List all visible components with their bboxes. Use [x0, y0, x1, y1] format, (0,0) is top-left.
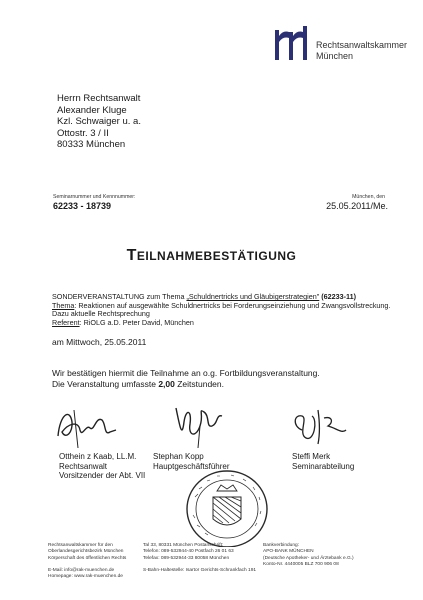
- event-line-3: Dazu aktuelle Rechtsprechung: [52, 309, 150, 318]
- confirmation-line-1: Wir bestätigen hiermit die Teilnahme an o.g. Fortbildungsveranstaltung.: [52, 368, 320, 378]
- signatory-role: Rechtsanwalt: [59, 461, 108, 471]
- thema-text: : Reaktionen auf ausgewählte Schuldnertricks bei Forderungseinziehung und Zwangsvollstreckung.: [74, 300, 391, 310]
- footer-line: S-Bahn-Haltestelle: Isartor Gerichts-Schrankfach 191: [143, 568, 257, 574]
- footer-line: Oberlandesgerichtsbezirk München: [48, 549, 124, 555]
- event-type: SONDERVERANSTALTUNG: [52, 292, 145, 301]
- footer-line: Telefax: 089-532944-33 80058 München: [143, 555, 230, 561]
- referent-text: : RiOLG a.D. Peter David, München: [79, 317, 194, 327]
- footer-chamber-info: [48, 543, 126, 581]
- footer-line: Körperschaft des öffentlichen Rechts: [48, 555, 127, 561]
- footer-line: Bankverbindung:: [263, 543, 300, 548]
- referent-label: Referent: [52, 317, 80, 327]
- confirmation-text: [52, 368, 320, 389]
- confirmation-line-2: [52, 379, 320, 390]
- signature-block-kaab: [59, 452, 145, 481]
- event-description: [52, 293, 412, 327]
- footer-email[interactable]: E-Mail: info@rak-muenchen.de: [48, 568, 115, 574]
- footer-contact-info: [143, 543, 256, 574]
- signatory-role: Hauptgeschäftsführer: [153, 461, 230, 471]
- signature-block-merk: [292, 452, 354, 471]
- chamber-logo-icon: [271, 22, 315, 66]
- event-date: am Mittwoch, 25.05.2011: [52, 337, 147, 347]
- signatory-role: Vorsitzender der Abt. VII: [59, 471, 146, 480]
- hours-value: 2,00: [158, 378, 175, 389]
- address-line: Alexander Kluge: [57, 104, 127, 116]
- recipient-address: [57, 93, 141, 151]
- footer-line: Telefon: 089-532944-40 Postfach 26 01 63: [143, 549, 234, 555]
- footer-bank-info: [263, 543, 354, 568]
- event-line-4: [52, 319, 412, 328]
- footer-line: Tal 33, 80331 München Postanschrift:: [143, 543, 224, 548]
- event-prefix: zum Thema: [144, 292, 187, 301]
- signatory-name: Otthein z Kaab, LL.M.: [59, 452, 137, 461]
- footer-line: Konto-Nr. 4440005 BLZ 700 906 08: [263, 561, 339, 567]
- date-value: 25.05.2011/Me.: [326, 201, 388, 211]
- document-title: [0, 247, 423, 265]
- footer-line: Rechtsanwaltskammer für den: [48, 543, 113, 548]
- address-line: Kzl. Schwaiger u. a.: [57, 116, 141, 127]
- logo-name-line1: Rechtsanwaltskammer: [316, 40, 408, 50]
- event-topic: „Schuldnertricks und Gläubigerstrategien": [186, 292, 320, 301]
- seminar-number: 62233 - 18739: [53, 201, 112, 211]
- official-seal-icon: [173, 467, 281, 547]
- logo-name-line2: München: [316, 51, 354, 61]
- signature-kopp-icon: [170, 398, 230, 453]
- seminar-number-label: Seminarnummer und Kennnummer:: [53, 194, 136, 200]
- title-first-letter: T: [126, 247, 137, 264]
- signature-merk-icon: [288, 400, 348, 452]
- footer-line: APO-BANK MÜNCHEN: [263, 549, 314, 555]
- thema-label: Thema: [52, 300, 75, 310]
- hours-prefix: Die Veranstaltung umfasste: [52, 378, 159, 389]
- hours-suffix: Zeitstunden.: [174, 378, 224, 389]
- date-label: München, den: [352, 194, 385, 200]
- chamber-logo: [271, 22, 421, 72]
- signatory-name: Steffi Merk: [292, 452, 331, 461]
- address-line: 80333 München: [57, 139, 126, 150]
- event-code: (62233-11): [319, 292, 357, 301]
- footer-line: (Deutsche Apotheker- und Ärztebank e.G.): [263, 555, 354, 561]
- footer-homepage[interactable]: Homepage: www.rak-muenchen.de: [48, 574, 123, 580]
- signatory-name: Stephan Kopp: [153, 452, 204, 461]
- title-rest: EILNAHMEBESTÄTIGUNG: [136, 249, 297, 263]
- address-line: Ottostr. 3 / II: [57, 127, 109, 139]
- signatory-role: Seminarabteilung: [292, 461, 355, 471]
- address-line: Herrn Rechtsanwalt: [57, 93, 141, 104]
- signature-kaab-icon: [50, 402, 120, 452]
